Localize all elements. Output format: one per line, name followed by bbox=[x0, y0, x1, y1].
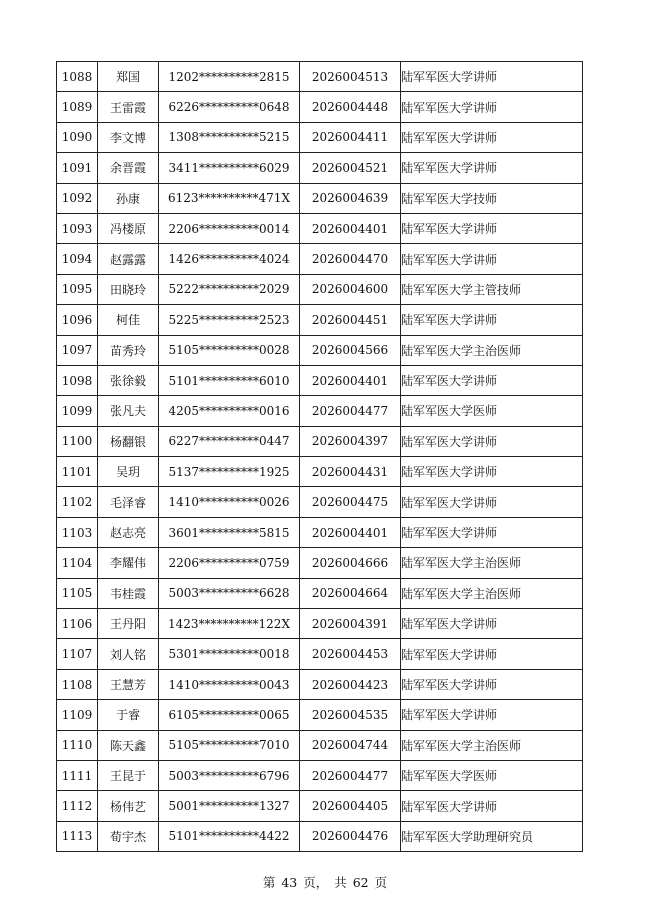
person-name: 陈天鑫 bbox=[98, 730, 159, 760]
certificate-number: 2026004453 bbox=[300, 639, 401, 669]
person-name: 苗秀玲 bbox=[98, 335, 159, 365]
certificate-number: 2026004600 bbox=[300, 274, 401, 304]
masked-id-number: 5137**********1925 bbox=[159, 457, 300, 487]
row-number: 1107 bbox=[57, 639, 98, 669]
certificate-number: 2026004391 bbox=[300, 609, 401, 639]
masked-id-number: 1202**********2815 bbox=[159, 62, 300, 92]
certificate-number: 2026004477 bbox=[300, 396, 401, 426]
table-row bbox=[57, 122, 583, 152]
masked-id-number: 3411**********6029 bbox=[159, 153, 300, 183]
position-title: 陆军军医大学讲师 bbox=[401, 487, 583, 517]
roster-body bbox=[57, 62, 583, 852]
row-number: 1091 bbox=[57, 153, 98, 183]
position-title: 陆军军医大学讲师 bbox=[401, 517, 583, 547]
row-number: 1104 bbox=[57, 548, 98, 578]
table-row bbox=[57, 244, 583, 274]
person-name: 王丹阳 bbox=[98, 609, 159, 639]
masked-id-number: 6226**********0648 bbox=[159, 92, 300, 122]
table-row bbox=[57, 335, 583, 365]
certificate-number: 2026004477 bbox=[300, 760, 401, 790]
masked-id-number: 5222**********2029 bbox=[159, 274, 300, 304]
row-number: 1097 bbox=[57, 335, 98, 365]
footer-total-prefix: 共 bbox=[334, 875, 347, 890]
person-name: 杨翻银 bbox=[98, 426, 159, 456]
position-title: 陆军军医大学讲师 bbox=[401, 639, 583, 669]
certificate-number: 2026004476 bbox=[300, 821, 401, 851]
position-title: 陆军军医大学讲师 bbox=[401, 92, 583, 122]
row-number: 1113 bbox=[57, 821, 98, 851]
masked-id-number: 1308**********5215 bbox=[159, 122, 300, 152]
position-title: 陆军军医大学讲师 bbox=[401, 609, 583, 639]
certificate-number: 2026004639 bbox=[300, 183, 401, 213]
certificate-number: 2026004521 bbox=[300, 153, 401, 183]
person-name: 冯楼原 bbox=[98, 213, 159, 243]
table-row bbox=[57, 457, 583, 487]
row-number: 1102 bbox=[57, 487, 98, 517]
masked-id-number: 5003**********6796 bbox=[159, 760, 300, 790]
person-name: 吴玥 bbox=[98, 457, 159, 487]
row-number: 1105 bbox=[57, 578, 98, 608]
table-row bbox=[57, 62, 583, 92]
certificate-number: 2026004666 bbox=[300, 548, 401, 578]
page-footer bbox=[0, 873, 650, 891]
position-title: 陆军军医大学讲师 bbox=[401, 426, 583, 456]
masked-id-number: 1410**********0043 bbox=[159, 669, 300, 699]
position-title: 陆军军医大学讲师 bbox=[401, 669, 583, 699]
table-row bbox=[57, 396, 583, 426]
certificate-number: 2026004423 bbox=[300, 669, 401, 699]
person-name: 郑国 bbox=[98, 62, 159, 92]
masked-id-number: 5101**********6010 bbox=[159, 365, 300, 395]
certificate-number: 2026004475 bbox=[300, 487, 401, 517]
certificate-number: 2026004744 bbox=[300, 730, 401, 760]
position-title: 陆军军医大学讲师 bbox=[401, 122, 583, 152]
person-name: 田晓玲 bbox=[98, 274, 159, 304]
position-title: 陆军军医大学主治医师 bbox=[401, 578, 583, 608]
table-row bbox=[57, 213, 583, 243]
certificate-number: 2026004664 bbox=[300, 578, 401, 608]
row-number: 1100 bbox=[57, 426, 98, 456]
roster-table bbox=[56, 61, 583, 852]
person-name: 荀宇杰 bbox=[98, 821, 159, 851]
person-name: 王雷霞 bbox=[98, 92, 159, 122]
footer-total-pages: 62 bbox=[352, 875, 369, 890]
certificate-number: 2026004411 bbox=[300, 122, 401, 152]
row-number: 1098 bbox=[57, 365, 98, 395]
position-title: 陆军军医大学助理研究员 bbox=[401, 821, 583, 851]
masked-id-number: 6123**********471X bbox=[159, 183, 300, 213]
person-name: 韦桂霞 bbox=[98, 578, 159, 608]
row-number: 1093 bbox=[57, 213, 98, 243]
table-row bbox=[57, 305, 583, 335]
row-number: 1088 bbox=[57, 62, 98, 92]
footer-total-unit: 页 bbox=[374, 875, 388, 890]
position-title: 陆军军医大学讲师 bbox=[401, 791, 583, 821]
person-name: 李耀伟 bbox=[98, 548, 159, 578]
table-row bbox=[57, 700, 583, 730]
position-title: 陆军军医大学讲师 bbox=[401, 305, 583, 335]
position-title: 陆军军医大学讲师 bbox=[401, 700, 583, 730]
masked-id-number: 2206**********0759 bbox=[159, 548, 300, 578]
table-row bbox=[57, 821, 583, 851]
masked-id-number: 5001**********1327 bbox=[159, 791, 300, 821]
table-row bbox=[57, 517, 583, 547]
certificate-number: 2026004566 bbox=[300, 335, 401, 365]
row-number: 1099 bbox=[57, 396, 98, 426]
certificate-number: 2026004451 bbox=[300, 305, 401, 335]
table-row bbox=[57, 426, 583, 456]
table-row bbox=[57, 92, 583, 122]
masked-id-number: 5101**********4422 bbox=[159, 821, 300, 851]
table-row bbox=[57, 669, 583, 699]
table-row bbox=[57, 578, 583, 608]
position-title: 陆军军医大学医师 bbox=[401, 396, 583, 426]
table-row bbox=[57, 153, 583, 183]
table-row bbox=[57, 365, 583, 395]
table-row bbox=[57, 730, 583, 760]
certificate-number: 2026004405 bbox=[300, 791, 401, 821]
person-name: 赵志亮 bbox=[98, 517, 159, 547]
person-name: 王慧芳 bbox=[98, 669, 159, 699]
position-title: 陆军军医大学主治医师 bbox=[401, 730, 583, 760]
person-name: 李文博 bbox=[98, 122, 159, 152]
masked-id-number: 1426**********4024 bbox=[159, 244, 300, 274]
footer-page-number: 43 bbox=[281, 875, 298, 890]
table-row bbox=[57, 548, 583, 578]
masked-id-number: 6227**********0447 bbox=[159, 426, 300, 456]
person-name: 余晋霞 bbox=[98, 153, 159, 183]
person-name: 毛泽睿 bbox=[98, 487, 159, 517]
person-name: 杨伟艺 bbox=[98, 791, 159, 821]
masked-id-number: 5105**********7010 bbox=[159, 730, 300, 760]
certificate-number: 2026004397 bbox=[300, 426, 401, 456]
row-number: 1108 bbox=[57, 669, 98, 699]
person-name: 柯佳 bbox=[98, 305, 159, 335]
certificate-number: 2026004535 bbox=[300, 700, 401, 730]
row-number: 1106 bbox=[57, 609, 98, 639]
row-number: 1089 bbox=[57, 92, 98, 122]
position-title: 陆军军医大学讲师 bbox=[401, 244, 583, 274]
masked-id-number: 4205**********0016 bbox=[159, 396, 300, 426]
person-name: 于睿 bbox=[98, 700, 159, 730]
person-name: 张凡夫 bbox=[98, 396, 159, 426]
row-number: 1092 bbox=[57, 183, 98, 213]
masked-id-number: 5225**********2523 bbox=[159, 305, 300, 335]
row-number: 1110 bbox=[57, 730, 98, 760]
row-number: 1095 bbox=[57, 274, 98, 304]
row-number: 1111 bbox=[57, 760, 98, 790]
table-row bbox=[57, 791, 583, 821]
position-title: 陆军军医大学讲师 bbox=[401, 213, 583, 243]
person-name: 张徐毅 bbox=[98, 365, 159, 395]
position-title: 陆军军医大学讲师 bbox=[401, 153, 583, 183]
certificate-number: 2026004470 bbox=[300, 244, 401, 274]
table-row bbox=[57, 183, 583, 213]
row-number: 1090 bbox=[57, 122, 98, 152]
certificate-number: 2026004448 bbox=[300, 92, 401, 122]
certificate-number: 2026004401 bbox=[300, 213, 401, 243]
table-row bbox=[57, 639, 583, 669]
masked-id-number: 5301**********0018 bbox=[159, 639, 300, 669]
table-row bbox=[57, 274, 583, 304]
position-title: 陆军军医大学主治医师 bbox=[401, 548, 583, 578]
masked-id-number: 5105**********0028 bbox=[159, 335, 300, 365]
certificate-number: 2026004513 bbox=[300, 62, 401, 92]
table-row bbox=[57, 487, 583, 517]
certificate-number: 2026004431 bbox=[300, 457, 401, 487]
footer-prefix: 第 bbox=[262, 875, 276, 890]
row-number: 1094 bbox=[57, 244, 98, 274]
position-title: 陆军军医大学讲师 bbox=[401, 457, 583, 487]
masked-id-number: 1423**********122X bbox=[159, 609, 300, 639]
row-number: 1096 bbox=[57, 305, 98, 335]
masked-id-number: 5003**********6628 bbox=[159, 578, 300, 608]
person-name: 孙康 bbox=[98, 183, 159, 213]
row-number: 1112 bbox=[57, 791, 98, 821]
row-number: 1109 bbox=[57, 700, 98, 730]
position-title: 陆军军医大学讲师 bbox=[401, 365, 583, 395]
masked-id-number: 6105**********0065 bbox=[159, 700, 300, 730]
position-title: 陆军军医大学技师 bbox=[401, 183, 583, 213]
position-title: 陆军军医大学医师 bbox=[401, 760, 583, 790]
footer-page-unit: 页， bbox=[303, 875, 329, 890]
person-name: 赵露露 bbox=[98, 244, 159, 274]
masked-id-number: 3601**********5815 bbox=[159, 517, 300, 547]
table-row bbox=[57, 609, 583, 639]
table-row bbox=[57, 760, 583, 790]
certificate-number: 2026004401 bbox=[300, 365, 401, 395]
masked-id-number: 2206**********0014 bbox=[159, 213, 300, 243]
masked-id-number: 1410**********0026 bbox=[159, 487, 300, 517]
position-title: 陆军军医大学主管技师 bbox=[401, 274, 583, 304]
position-title: 陆军军医大学讲师 bbox=[401, 62, 583, 92]
position-title: 陆军军医大学主治医师 bbox=[401, 335, 583, 365]
person-name: 刘人铭 bbox=[98, 639, 159, 669]
row-number: 1101 bbox=[57, 457, 98, 487]
person-name: 王昆于 bbox=[98, 760, 159, 790]
certificate-number: 2026004401 bbox=[300, 517, 401, 547]
row-number: 1103 bbox=[57, 517, 98, 547]
